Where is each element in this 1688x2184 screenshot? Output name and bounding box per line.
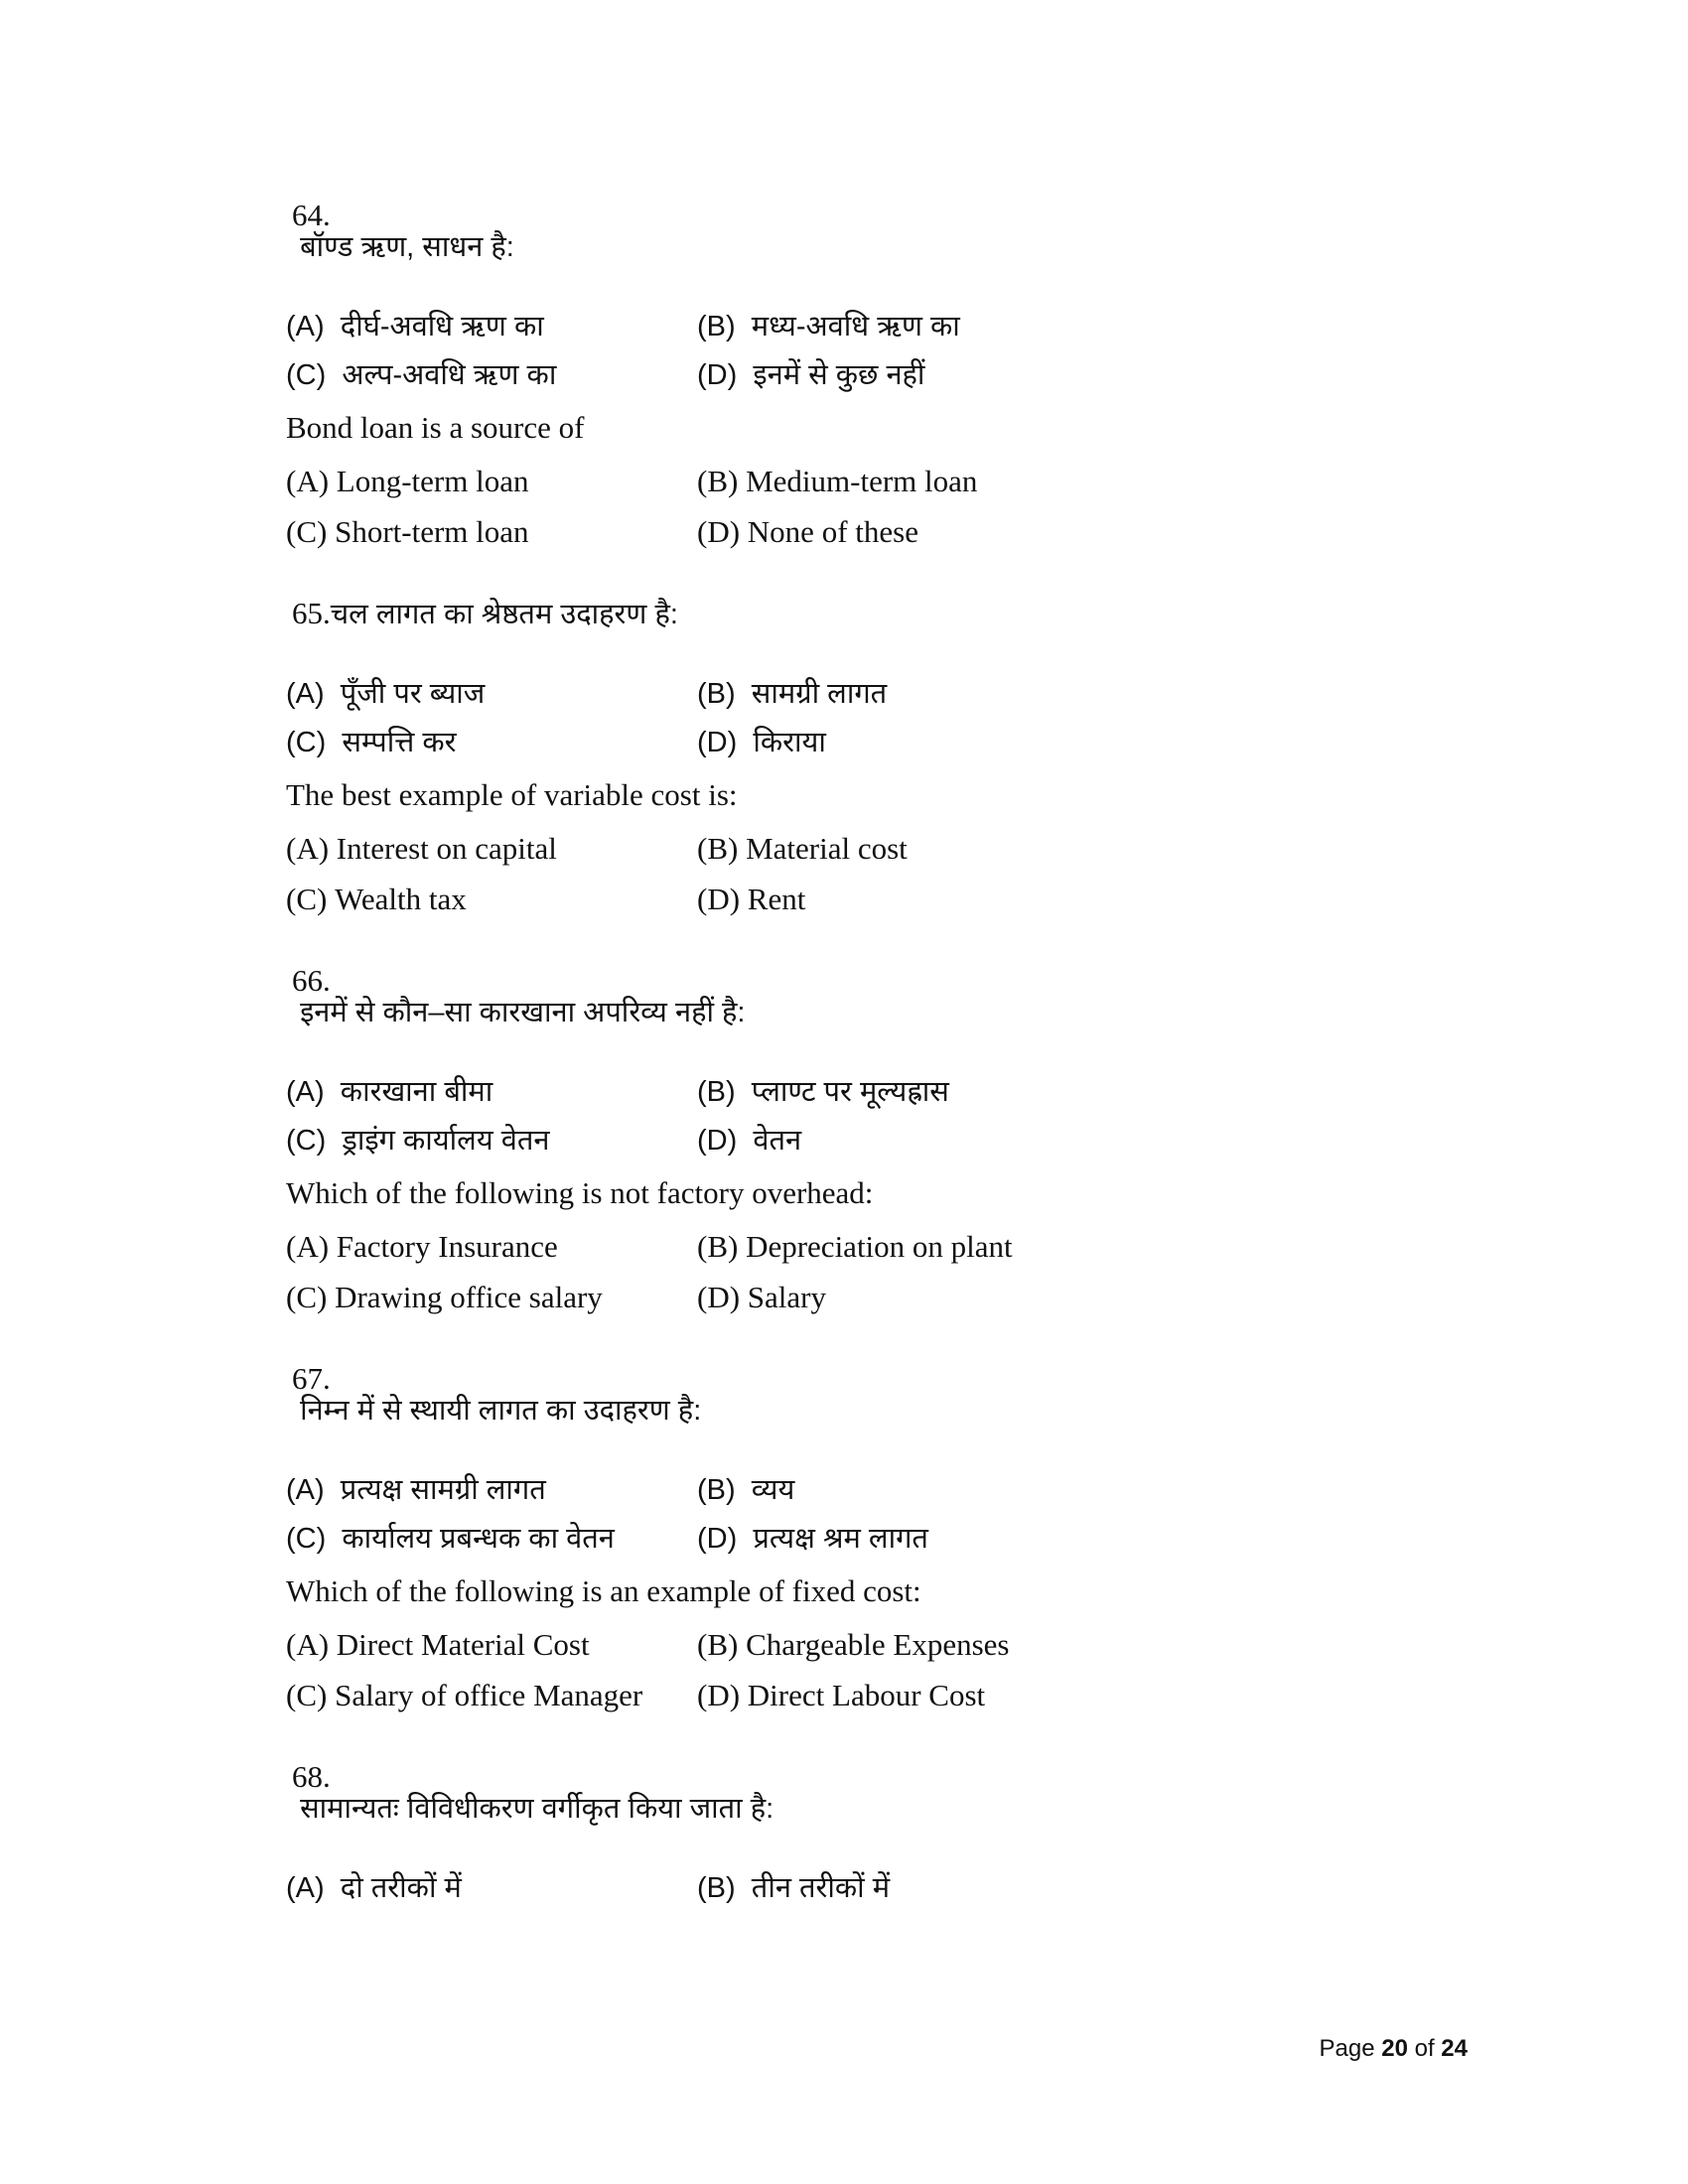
option-label: (D) [697,1125,738,1157]
option-row-english-2 [230,1282,1472,1312]
question-stem-hindi [230,169,1472,293]
option-row-hindi-1 [230,1078,1472,1107]
option-text: Interest on capital [336,831,557,866]
option-hindi-d[interactable] [697,1127,1472,1156]
option-text: Long-term loan [336,464,529,498]
footer-middle: of [1407,2035,1442,2062]
option-text: Wealth tax [335,882,467,916]
option-text: सम्पत्ति कर [342,727,457,758]
option-row-hindi-2 [230,729,1472,757]
option-row-hindi-1 [230,1476,1472,1505]
option-row-english-1 [230,466,1472,496]
option-text: Salary [747,1280,826,1314]
option-english-b[interactable] [697,1231,1472,1262]
option-row-english-2 [230,516,1472,547]
option-text: इनमें से कुछ नहीं [753,359,925,391]
question-stem-english: Bond loan is a source of [286,410,585,445]
option-hindi-d[interactable] [697,361,1472,390]
question-block-67 [230,1332,1472,1710]
option-english-b[interactable] [697,1629,1472,1660]
option-label: (C) [286,1678,328,1712]
option-hindi-a[interactable] [230,1874,697,1903]
option-english-a[interactable] [230,833,697,864]
option-row-english-1 [230,1629,1472,1660]
question-stem-hindi [230,1332,1472,1456]
option-label: (A) [286,831,330,866]
option-label: (D) [697,1678,741,1712]
option-label: (D) [697,1523,738,1555]
option-label: (A) [286,311,325,342]
option-label: (C) [286,1523,327,1555]
option-hindi-a[interactable] [230,680,697,709]
option-hindi-b[interactable] [697,1476,1472,1505]
option-row-hindi-2 [230,1127,1472,1156]
question-stem-hindi-text: सामान्यतः विविधीकरण वर्गीकृत किया जाता है: [300,1793,774,1825]
option-text: प्रत्यक्ष सामग्री लागत [340,1474,546,1506]
option-text: मध्य-अवधि ऋण का [751,311,960,342]
option-label: (A) [286,1627,330,1662]
option-text: दो तरीकों में [340,1872,462,1904]
question-stem-hindi [230,1730,1472,1854]
option-row-hindi-1 [230,1874,1472,1903]
option-text: ड्राइंग कार्यालय वेतन [342,1125,550,1157]
option-label: (A) [286,678,325,710]
option-text: Rent [747,882,806,916]
option-label: (A) [286,1229,330,1264]
option-label: (B) [697,678,736,710]
option-label: (C) [286,727,327,758]
option-text: प्लाण्ट पर मूल्यह्रास [751,1076,949,1108]
option-text: व्यय [751,1474,795,1506]
question-number: 68. [292,1759,331,1794]
option-label: (D) [697,514,741,549]
option-english-b[interactable] [697,833,1472,864]
option-text: Short-term loan [335,514,529,549]
option-english-b[interactable] [697,466,1472,496]
question-number: 64. [292,198,331,232]
option-text: दीर्घ-अवधि ऋण का [340,311,544,342]
option-label: (B) [697,831,739,866]
option-hindi-a[interactable] [230,1476,697,1505]
question-number: 65. [292,596,331,630]
option-label: (A) [286,1872,325,1904]
option-label: (A) [286,1474,325,1506]
option-row-hindi-1 [230,313,1472,341]
option-label: (D) [697,1280,741,1314]
option-text: पूँजी पर ब्याज [340,678,486,710]
question-stem-english: Which of the following is not factory overhead: [286,1175,874,1210]
option-label: (B) [697,1076,736,1108]
question-block-68 [230,1730,1472,1903]
option-row-english-2 [230,884,1472,914]
option-text: None of these [747,514,918,549]
question-list [230,169,1472,1923]
option-label: (A) [286,1076,325,1108]
option-english-d[interactable] [697,884,1472,914]
option-text: प्रत्यक्ष श्रम लागत [753,1523,928,1555]
option-row-hindi-1 [230,680,1472,709]
option-text: Salary of office Manager [335,1678,643,1712]
option-text: कार्यालय प्रबन्धक का वेतन [342,1523,615,1555]
option-english-a[interactable] [230,1231,697,1262]
option-text: कारखाना बीमा [340,1076,493,1108]
option-text: Chargeable Expenses [746,1627,1010,1662]
option-english-c[interactable] [230,1282,697,1312]
option-row-english-1 [230,1231,1472,1262]
question-block-65 [230,567,1472,914]
option-text: Direct Material Cost [336,1627,590,1662]
option-hindi-c[interactable] [230,1127,697,1156]
option-text: Material cost [746,831,908,866]
option-hindi-c[interactable] [230,1525,697,1554]
option-english-c[interactable] [230,1680,697,1710]
option-text: Direct Labour Cost [747,1678,986,1712]
option-label: (D) [697,727,738,758]
option-hindi-c[interactable] [230,361,697,390]
option-row-english-1 [230,833,1472,864]
footer-prefix: Page [1319,2035,1382,2062]
question-number: 67. [292,1361,331,1396]
option-hindi-c[interactable] [230,729,697,757]
question-stem-hindi-text: बॉण्ड ऋण, साधन है: [300,231,514,263]
option-english-a[interactable] [230,1629,697,1660]
option-label: (B) [697,1229,739,1264]
question-block-64 [230,169,1472,547]
option-hindi-a[interactable] [230,1078,697,1107]
option-label: (B) [697,311,736,342]
option-text: Medium-term loan [746,464,978,498]
question-stem-english: Which of the following is an example of fixed cost: [286,1573,921,1608]
question-number: 66. [292,963,331,998]
option-text: तीन तरीकों में [751,1872,891,1904]
page-footer [1320,2035,1468,2063]
option-hindi-d[interactable] [697,1525,1472,1554]
option-text: Depreciation on plant [746,1229,1013,1264]
option-hindi-a[interactable] [230,313,697,341]
option-hindi-d[interactable] [697,729,1472,757]
option-english-d[interactable] [697,1282,1472,1312]
option-label: (C) [286,882,328,916]
option-label: (C) [286,1125,327,1157]
question-stem-hindi [230,934,1472,1058]
option-english-d[interactable] [697,1680,1472,1710]
question-stem-hindi-text: निम्न में से स्थायी लागत का उदाहरण है: [300,1395,702,1427]
option-label: (B) [697,464,739,498]
option-text: Drawing office salary [335,1280,603,1314]
option-row-english-2 [230,1680,1472,1710]
option-english-d[interactable] [697,516,1472,547]
footer-total-pages: 24 [1441,2035,1468,2062]
footer-current-page: 20 [1381,2035,1408,2062]
question-block-66 [230,934,1472,1312]
option-english-c[interactable] [230,884,697,914]
option-label: (D) [697,359,738,391]
option-english-c[interactable] [230,516,697,547]
option-hindi-b[interactable] [697,313,1472,341]
question-stem-hindi [230,567,1472,660]
question-stem-hindi-text: चल लागत का श्रेष्ठतम उदाहरण है: [330,599,678,630]
option-label: (D) [697,882,741,916]
option-label: (C) [286,1280,328,1314]
option-label: (B) [697,1474,736,1506]
option-row-hindi-2 [230,361,1472,390]
option-hindi-b[interactable] [697,1874,1472,1903]
option-text: सामग्री लागत [751,678,888,710]
option-text: किराया [753,727,826,758]
option-row-hindi-2 [230,1525,1472,1554]
option-text: वेतन [753,1125,802,1157]
option-label: (C) [286,359,327,391]
option-hindi-b[interactable] [697,1078,1472,1107]
option-label: (B) [697,1872,736,1904]
option-label: (A) [286,464,330,498]
option-text: अल्प-अवधि ऋण का [342,359,557,391]
option-label: (C) [286,514,328,549]
question-stem-hindi-text: इनमें से कौन–सा कारखाना अपरिव्य नहीं है: [300,997,746,1028]
option-hindi-b[interactable] [697,680,1472,709]
question-stem-english: The best example of variable cost is: [286,777,738,812]
option-label: (B) [697,1627,739,1662]
option-english-a[interactable] [230,466,697,496]
option-text: Factory Insurance [336,1229,558,1264]
